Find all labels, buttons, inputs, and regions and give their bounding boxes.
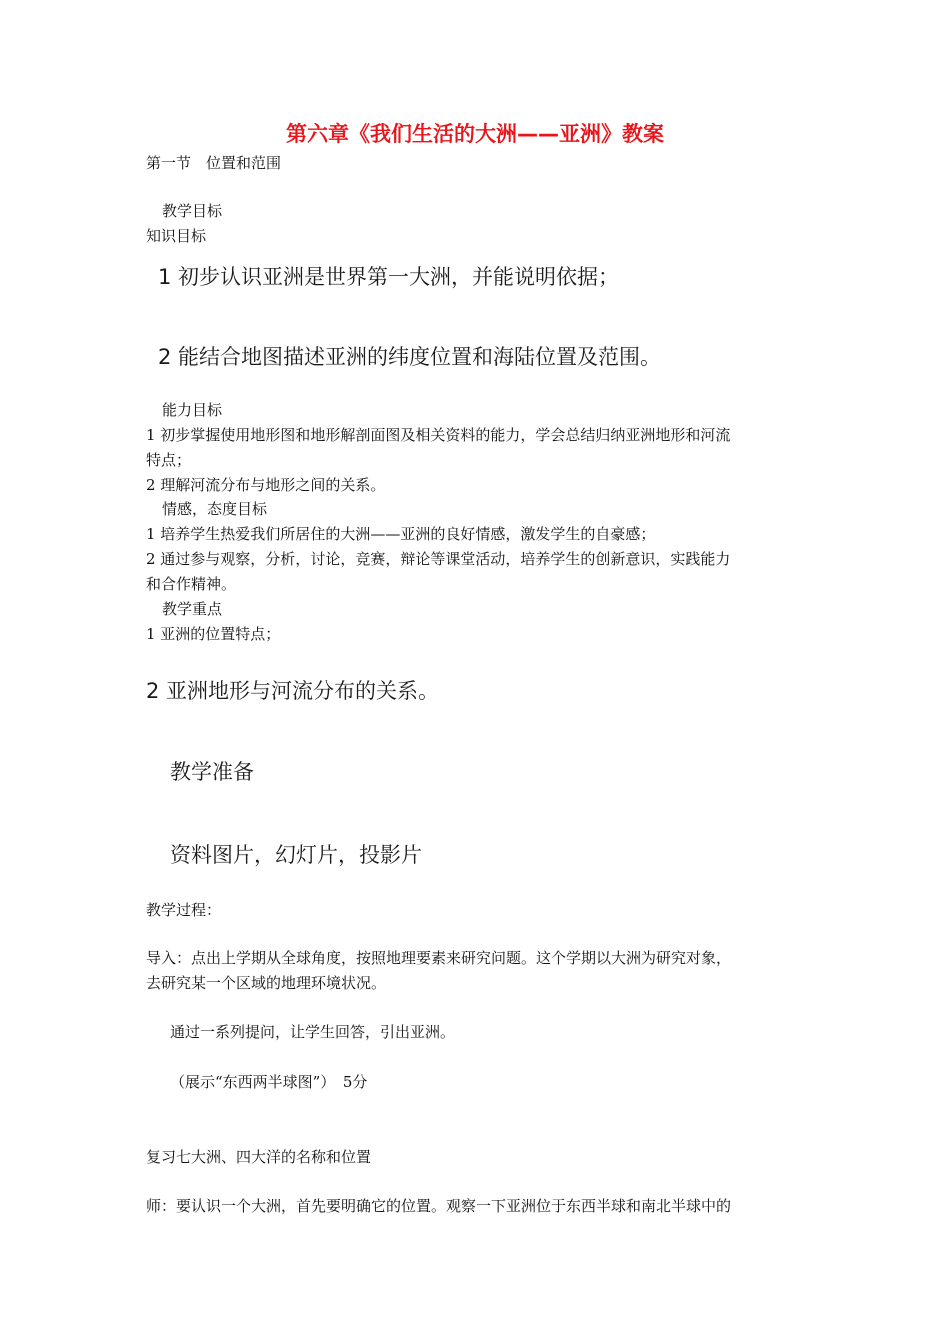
emotion-item-1: 1 培养学生热爱我们所居住的大洲——亚洲的良好情感，激发学生的自豪感；	[146, 525, 656, 543]
emotion-item-2-line-2: 和合作精神。	[146, 575, 237, 593]
section-heading: 第一节 位置和范围	[146, 154, 282, 172]
prep-items: 资料图片，幻灯片，投影片	[170, 843, 422, 867]
knowledge-heading: 知识目标	[146, 227, 207, 245]
review-text: 复习七大洲、四大洋的名称和位置	[146, 1148, 372, 1166]
knowledge-item-1: 1 初步认识亚洲是世界第一大洲，并能说明依据；	[158, 265, 620, 289]
prep-heading: 教学准备	[170, 760, 254, 784]
emotion-item-2-line-1: 2 通过参与观察，分析，讨论，竞赛，辩论等课堂活动，培养学生的创新意识，实践能力	[146, 550, 731, 568]
ability-item-1-line-2: 特点；	[146, 451, 192, 469]
key-heading: 教学重点	[162, 600, 223, 618]
knowledge-item-2: 2 能结合地图描述亚洲的纬度位置和海陆位置及范围。	[158, 345, 662, 369]
ability-item-2: 2 理解河流分布与地形之间的关系。	[146, 476, 386, 494]
teacher-text: 师：要认识一个大洲，首先要明确它的位置。观察一下亚洲位于东西半球和南北半球中的	[146, 1197, 732, 1215]
ability-item-1-line-1: 1 初步掌握使用地形图和地形解剖面图及相关资料的能力，学会总结归纳亚洲地形和河流	[146, 426, 731, 444]
show-map-note: （展示“东西两半球图”） 5分	[170, 1073, 368, 1091]
ability-heading: 能力目标	[162, 401, 223, 419]
intro-question: 通过一系列提问，让学生回答，引出亚洲。	[170, 1023, 456, 1041]
emotion-heading: 情感，态度目标	[162, 500, 268, 518]
document-title: 第六章《我们生活的大洲——亚洲》教案	[286, 122, 664, 146]
process-heading: 教学过程：	[146, 901, 222, 919]
key-item-1: 1 亚洲的位置特点；	[146, 625, 281, 643]
key-item-2: 2 亚洲地形与河流分布的关系。	[146, 679, 440, 703]
intro-line-2: 去研究某一个区域的地理环境状况。	[146, 974, 387, 992]
intro-line-1: 导入：点出上学期从全球角度，按照地理要素来研究问题。这个学期以大洲为研究对象，	[146, 949, 732, 967]
goals-heading: 教学目标	[162, 202, 223, 220]
